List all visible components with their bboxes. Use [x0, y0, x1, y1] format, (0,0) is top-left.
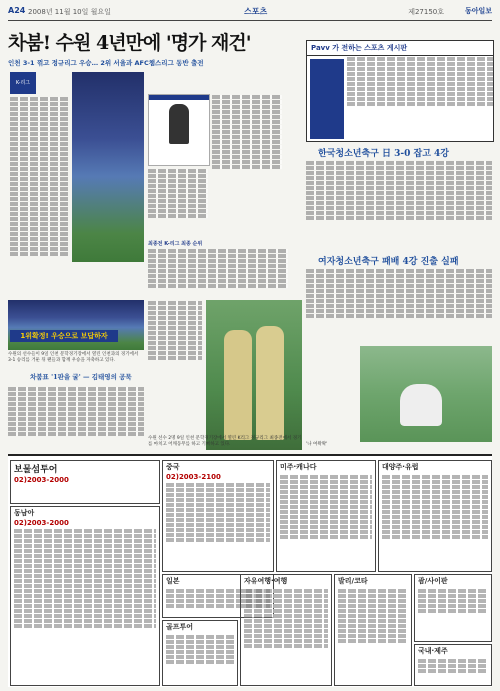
ad-america-title: 미주·캐나다 — [280, 463, 317, 471]
tennis-photo — [360, 346, 492, 442]
ad-domestic[interactable] — [414, 644, 492, 686]
ad-domestic-title: 국내·제주 — [418, 647, 448, 655]
board-icon — [310, 59, 344, 139]
ad-bomulseom[interactable] — [10, 460, 160, 504]
article-column-2 — [212, 94, 282, 194]
issue-number: 제27150호 — [408, 8, 444, 16]
crowd-photo — [72, 72, 144, 262]
ad-america[interactable] — [276, 460, 376, 572]
stats-box — [148, 94, 210, 166]
ad-bali[interactable] — [334, 574, 412, 686]
article-column-3 — [148, 168, 208, 238]
sports-board — [306, 40, 494, 142]
player-2 — [256, 326, 284, 440]
ad-section — [8, 454, 492, 687]
ad-guam[interactable] — [414, 574, 492, 642]
ad-guam-title: 괌/사이판 — [418, 577, 448, 585]
ad-oceania-title: 대양주·유럽 — [382, 463, 419, 471]
score-column — [148, 300, 202, 450]
ad-china-phone: 02)2003-2100 — [166, 473, 221, 481]
ad-bali-title: 발리/코타 — [338, 577, 368, 585]
player-silhouette — [169, 104, 189, 144]
player-1 — [224, 330, 252, 440]
tennis-player — [400, 384, 442, 426]
ad-china-title: 중국 — [166, 463, 180, 471]
ad-bomulseom-title: 보물섬투어 — [14, 465, 58, 475]
ad-sea-phone: 02)2003-2000 — [14, 519, 69, 527]
celebration-photo — [8, 300, 144, 350]
right-story2-title: 여자청소년축구 패배 4강 진출 실패 — [318, 257, 459, 267]
bottom-left-title: 차붐표 '1판을 굴' — 김태영의 공묵 — [30, 373, 132, 381]
ad-southeast-asia[interactable] — [10, 506, 160, 686]
right-story1-body — [306, 160, 492, 246]
k-league-badge: K-리그 — [10, 72, 36, 94]
ad-golf[interactable] — [162, 620, 238, 686]
standings-sidebar — [148, 240, 288, 289]
ad-free-title: 자유여행·여행 — [244, 577, 288, 585]
right-story2-body — [306, 268, 492, 344]
header-rule — [8, 20, 492, 21]
paper-name: 동아일보 — [464, 7, 492, 15]
bottom-left-body — [8, 386, 144, 450]
ad-japan-title: 일본 — [166, 577, 180, 585]
photo-caption: 수원의 선수들이 9일 인천 문학경기장에서 열린 인천과의 경기에서 3-1 승리를 거둔 뒤 팬들과 함께 우승을 자축하고 있다. — [8, 352, 139, 363]
ad-bomulseom-phone: 02)2003-2000 — [14, 476, 69, 484]
right-story1-title: 한국청소년축구 日 3-0 잡고 4강 — [318, 149, 449, 159]
main-subhead: 인천 3-1 꺾고 정규리그 우승… 2위 서울과 AFC챔스리그 동반 출전 — [8, 59, 204, 67]
section-label: 스포츠 — [244, 7, 268, 16]
ad-oceania[interactable] — [378, 460, 492, 572]
main-photo-caption: 수원 선수 2명 9일 인천 문학경기장에서 열린 K리그 정규리그 최종전에서 경기를 마치고 어깨동무를 하고 기뻐하고 있다. — [148, 436, 302, 447]
standings-title: 최종전 K-리그 최종 순위 — [148, 241, 203, 247]
page-number: A24 — [8, 6, 26, 15]
ad-golf-title: 골프투어 — [166, 623, 194, 631]
players-photo — [206, 300, 302, 450]
tennis-caption: '나 여왁왁' — [306, 442, 328, 447]
main-headline: 차붐! 수원 4년만에 '명가 재건' — [8, 32, 251, 54]
ad-free-travel[interactable] — [240, 574, 332, 686]
ad-china[interactable] — [162, 460, 274, 572]
issue-date: 2008년 11월 10일 월요일 — [28, 8, 111, 16]
sports-board-title: Pavv 가 전하는 스포츠 게시판 — [307, 41, 493, 56]
ad-sea-title: 동남아 — [14, 509, 35, 517]
article-column-1 — [10, 96, 68, 300]
photo-banner: 1위확정! 우승으로 보답하자 — [10, 330, 118, 342]
page-header — [8, 6, 492, 20]
